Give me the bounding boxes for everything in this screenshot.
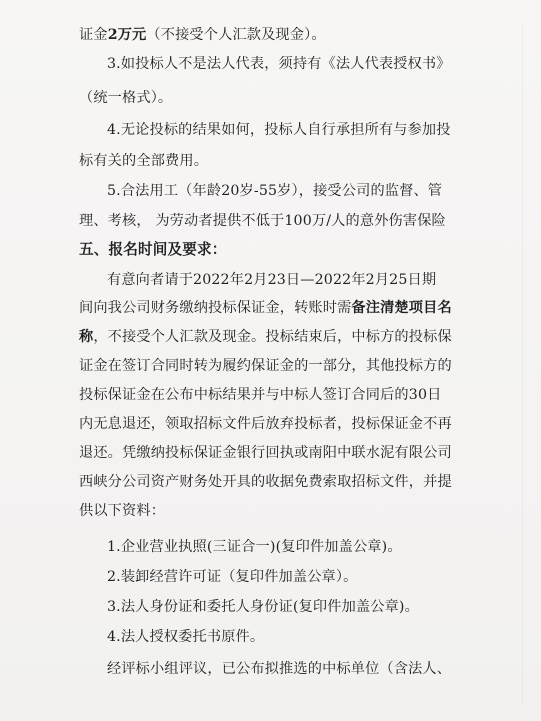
list-item-4 bbox=[107, 121, 451, 139]
text-segment-bold: 备注清楚项目名 bbox=[351, 300, 452, 316]
heading-text: 五、报名时间及要求： bbox=[79, 241, 227, 258]
paragraph-line bbox=[79, 357, 452, 375]
list-item-2 bbox=[107, 568, 357, 586]
paragraph-line bbox=[79, 299, 452, 317]
paragraph-line bbox=[79, 473, 452, 491]
text-segment-bold: 称 bbox=[79, 329, 94, 345]
text-line bbox=[79, 26, 326, 44]
text-segment: 供以下资料： bbox=[79, 503, 166, 519]
text-segment: 3.如投标人不是法人代表，须持有《法人代表授权书》 bbox=[107, 56, 451, 72]
text-segment: 理、考核， 为劳动者提供不低于100万/人的意外伤害保险 bbox=[79, 213, 446, 229]
text-segment: 3.法人身份证和委托人身份证(复印件加盖公章)。 bbox=[107, 599, 419, 615]
text-segment: 内无息退还，领取招标文件后放弃投标者，投标保证金不再 bbox=[79, 416, 452, 432]
list-item-3 bbox=[107, 55, 451, 73]
text-segment: （不接受个人汇款及现金）。 bbox=[146, 27, 326, 43]
paragraph-line bbox=[107, 660, 451, 678]
text-segment: 标有关的全部费用。 bbox=[79, 153, 209, 169]
text-line bbox=[79, 152, 208, 170]
paragraph-line bbox=[79, 444, 452, 462]
paragraph-line bbox=[79, 386, 441, 404]
text-segment: 4.法人授权委托书原件。 bbox=[107, 629, 265, 645]
text-segment: 1.企业营业执照(三证合一)(复印件加盖公章)。 bbox=[107, 539, 402, 555]
text-segment: ，不接受个人汇款及现金。投标结束后，中标方的投标保 bbox=[93, 329, 452, 345]
text-segment: 有意向者请于2022年2月23日—2022年2月25日期 bbox=[107, 272, 437, 288]
text-segment: （统一格式）。 bbox=[79, 90, 173, 106]
paragraph-line bbox=[79, 328, 452, 346]
list-item-3b bbox=[107, 598, 419, 616]
text-segment: 证金在签订合同时转为履约保证金的一部分，其他投标方的 bbox=[79, 358, 452, 374]
list-item-4b bbox=[107, 628, 264, 646]
text-segment: 5.合法用工（年龄20岁-55岁），接受公司的监督、管 bbox=[107, 183, 443, 199]
paragraph-line bbox=[79, 415, 452, 433]
list-item-1 bbox=[107, 538, 402, 556]
text-segment: 投标保证金在公布中标结果并与中标人签订合同后的30日 bbox=[79, 387, 442, 403]
text-segment-bold: 2万元 bbox=[107, 27, 147, 43]
text-segment: 经评标小组评议，已公布拟推选的中标单位（含法人、 bbox=[107, 661, 452, 677]
list-item-5 bbox=[107, 182, 442, 200]
text-line bbox=[79, 89, 172, 107]
text-segment: 退还。凭缴纳投标保证金银行回执或南阳中联水泥有限公司 bbox=[79, 445, 452, 461]
text-line bbox=[79, 212, 446, 230]
section-heading bbox=[79, 241, 226, 259]
paragraph-line bbox=[79, 502, 165, 520]
paragraph-line bbox=[107, 271, 436, 289]
text-segment: 4.无论投标的结果如何，投标人自行承担所有与参加投 bbox=[107, 122, 451, 138]
text-segment: 证金 bbox=[79, 27, 108, 43]
paper-fold-shadow bbox=[522, 24, 523, 704]
text-segment: 2.装卸经营许可证（复印件加盖公章）。 bbox=[107, 569, 358, 585]
text-segment: 间向我公司财务缴纳投标保证金，转账时需 bbox=[79, 300, 352, 316]
text-segment: 西峡分公司资产财务处开具的收据免费索取招标文件，并提 bbox=[79, 474, 452, 490]
